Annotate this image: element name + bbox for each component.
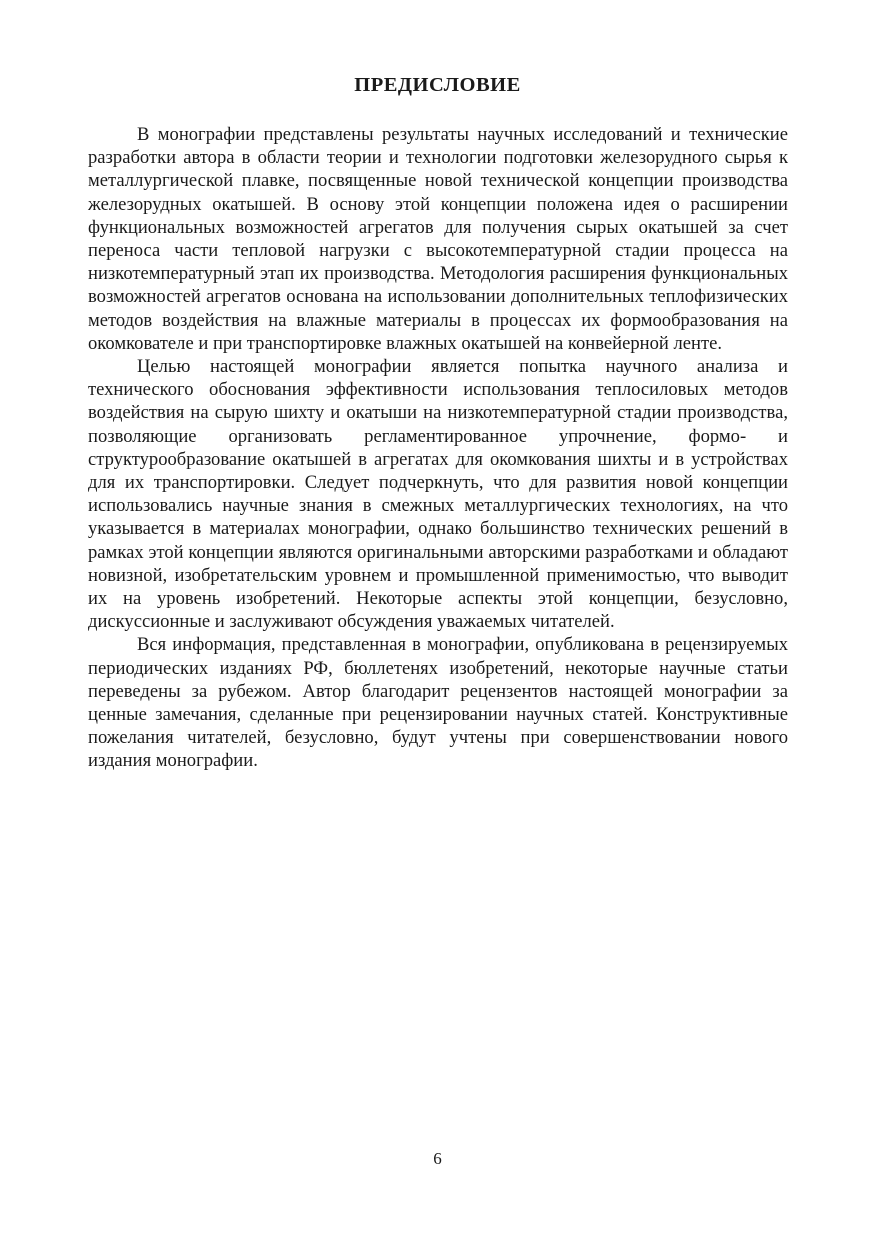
paragraph-1: В монографии представлены результаты научных исследований и технические разработки автора в области теории и технологии подготовки железорудного сырья к металлургической плавке, посвященные новой технической концепции производства железорудных окатышей. В основу этой концепции положена идея о расширении функциональных возможностей агрегатов для получения сырых окатышей за счет переноса части тепловой нагрузки с высокотемпературной стадии процесса на низкотемпературный этап их производства. Методология расширения функциональных возможностей агрегатов основана на использовании дополнительных теплофизических методов воздействия на влажные материалы в процессах их формообразования на окомкователе и при транспортировке влажных окатышей на конвейерной ленте. bbox=[88, 124, 788, 354]
paragraph-2: Целью настоящей монографии является попытка научного анализа и технического обоснования эффективности использования теплосиловых методов воздействия на сырую шихту и окатыши на низкотемпературной стадии производства, позволяющие организовать регламентированное упрочнение, формо- и структурообразование окатышей в агрегатах для окомкования шихты и в устройствах для их транспортировки. Следует подчеркнуть, что для развития новой концепции использовались научные знания в смежных металлургических технологиях, на что указывается в материалах монографии, однако большинство технических решений в рамках этой концепции являются оригинальными авторскими разработками и обладают новизной, изобретательским уровнем и промышленной применимостью, что выводит их на уровень изобретений. Некоторые аспекты этой концепции, безусловно, дискуссионные и заслуживают обсуждения уважаемых читателей. bbox=[88, 356, 788, 633]
page-title: ПРЕДИСЛОВИЕ bbox=[354, 74, 521, 96]
paragraph-3: Вся информация, представленная в монографии, опубликована в рецензируемых периодических изданиях РФ, бюллетенях изобретений, некоторые научные статьи переведены за рубежом. Автор благодарит рецензентов настоящей монографии за ценные замечания, сделанные при рецензировании научных статей. Конструктивные пожелания читателей, безусловно, будут учтены при совершенствовании нового издания монографии. bbox=[88, 634, 788, 772]
page-number: 6 bbox=[433, 1149, 442, 1168]
preface-body bbox=[88, 123, 788, 773]
